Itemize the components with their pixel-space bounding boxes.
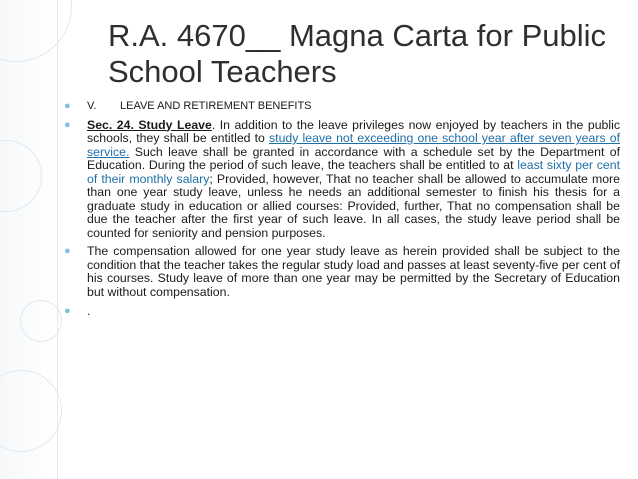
slide-content — [64, 100, 620, 319]
bullet-item-sec24 — [64, 119, 620, 241]
compensation-text: The compensation allowed for one year study leave as herein provided shall be subject to the condition that the teacher takes the regular study load and passes at least seventy-five per cent of his courses. Study leave of more than one year may be permitted by the Secretary of Education but without compensation. — [87, 244, 620, 299]
slide-title: R.A. 4670__ Magna Carta for Public School Teachers — [108, 18, 606, 89]
sec24-heading: Sec. 24. Study Leave — [87, 117, 212, 132]
bullet-point-icon: ● — [64, 118, 71, 131]
bullet-item-empty — [64, 305, 620, 319]
roman-numeral: V. — [87, 100, 97, 112]
bullet-point-icon: ● — [64, 245, 71, 257]
bullet-item-section-heading — [64, 100, 620, 114]
sec24-text-part1: . In addition to the leave privileges now enjoyed by teachers in the public schools, they shall be entitled to — [87, 117, 620, 145]
sec24-text-part2: Such leave shall be granted in accordance with a schedule set by the Department of Education. During the period of such leave, the teachers shall be entitled to at — [87, 144, 620, 172]
bullet-item-compensation — [64, 245, 620, 299]
bullet-point-icon: ● — [64, 100, 71, 112]
bullet-point-icon: ● — [64, 305, 71, 317]
sec24-text-part3: ; Provided, however, That no teacher shall be allowed to accumulate more than one year study leave, unless he needs an additional semester to finish his thesis for a graduate study in education or allied courses: Provided, further, That no compensation shall be due the teacher after the first year of such leave. In all cases, the study leave period shall be counted for seniority and pension purposes. — [87, 171, 620, 240]
section-heading-text: LEAVE AND RETIREMENT BENEFITS — [120, 100, 312, 112]
trailing-period-text: . — [87, 304, 91, 318]
decorative-circle — [20, 300, 62, 342]
decorative-circle — [0, 0, 72, 62]
study-leave-link[interactable]: study leave not exceeding one school year after seven years of service. — [87, 131, 620, 159]
salary-link[interactable]: least sixty per cent of their monthly salary — [87, 158, 620, 186]
